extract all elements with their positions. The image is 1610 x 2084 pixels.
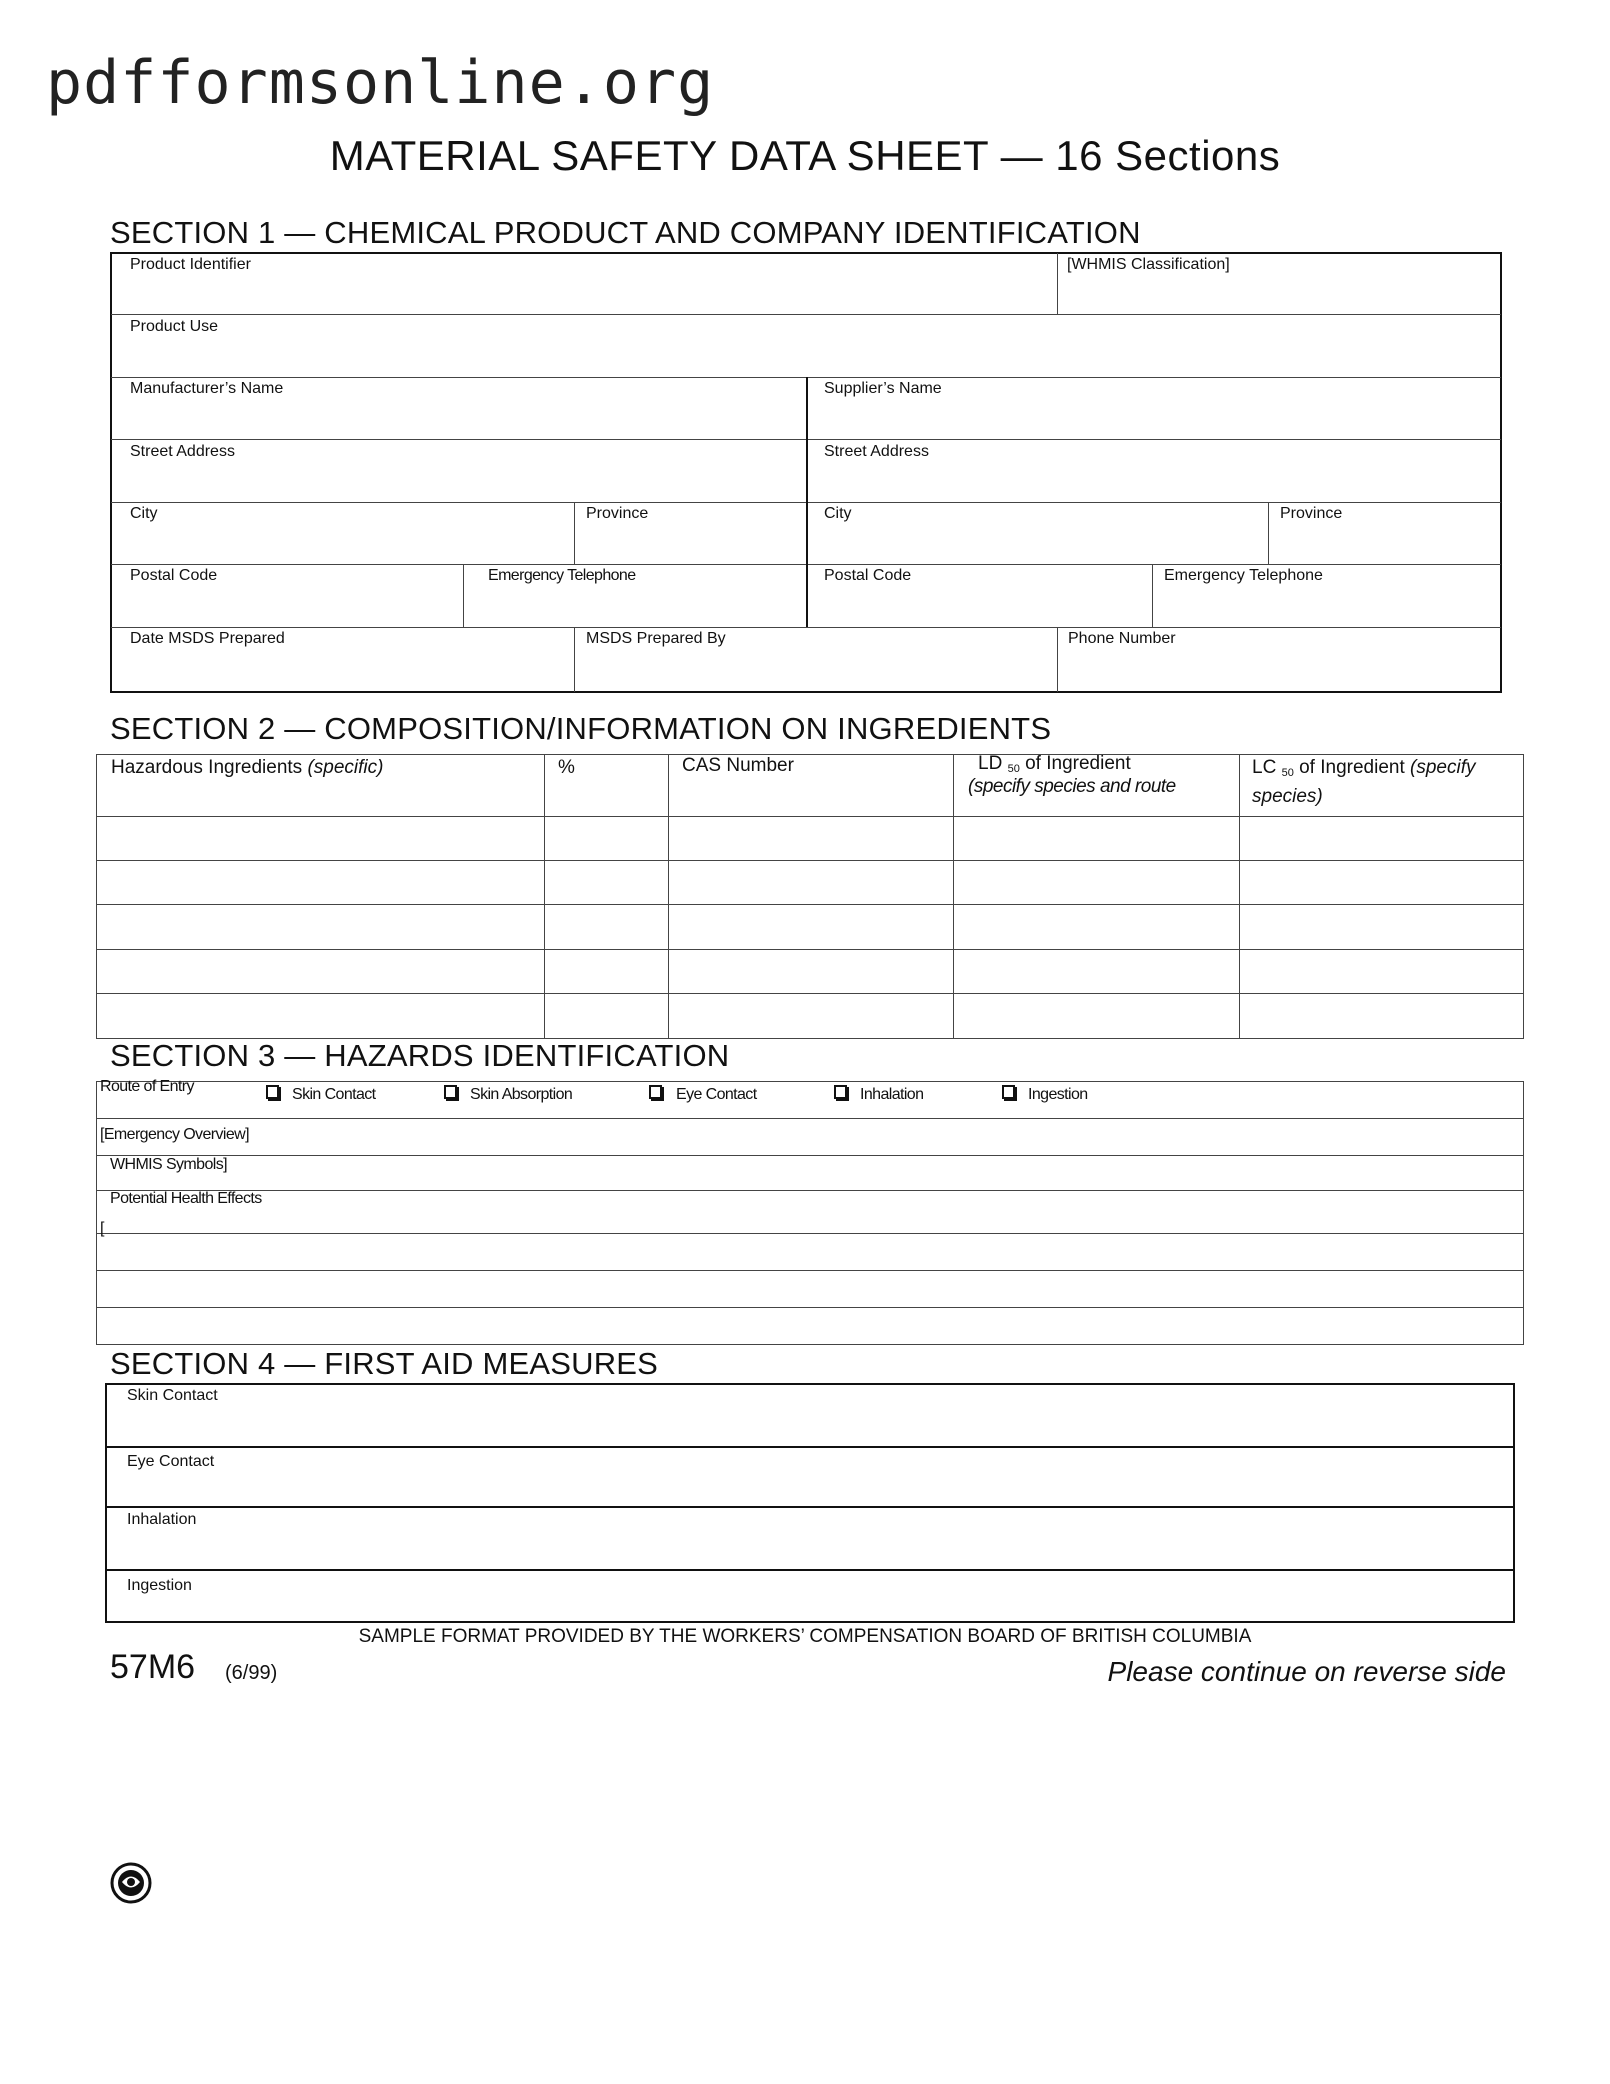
- form-number: 57M6: [110, 1648, 196, 1686]
- skin-absorption-checkbox[interactable]: [444, 1085, 457, 1099]
- bracket-mark: [: [100, 1220, 105, 1237]
- first-aid-skin-contact-field[interactable]: Skin Contact: [127, 1387, 218, 1404]
- supplier-emergency-tel-field[interactable]: Emergency Telephone: [1164, 567, 1323, 584]
- skin-contact-checkbox[interactable]: [266, 1085, 279, 1099]
- whmis-symbols-field[interactable]: WHMIS Symbols]: [110, 1156, 227, 1173]
- manufacturer-name-field[interactable]: Manufacturer’s Name: [130, 380, 284, 397]
- ingestion-checkbox[interactable]: [1002, 1085, 1015, 1099]
- eye-contact-checkbox[interactable]: [649, 1085, 662, 1099]
- first-aid-ingestion-field[interactable]: Ingestion: [127, 1577, 192, 1594]
- first-aid-eye-contact-field[interactable]: Eye Contact: [127, 1453, 215, 1470]
- supplier-name-field[interactable]: Supplier’s Name: [824, 380, 942, 397]
- inhalation-checkbox[interactable]: [834, 1085, 847, 1099]
- product-use-field[interactable]: Product Use: [130, 318, 219, 335]
- col-lc50-note: species): [1252, 786, 1323, 807]
- manufacturer-street-field[interactable]: Street Address: [130, 443, 235, 460]
- supplier-street-field[interactable]: Street Address: [824, 443, 929, 460]
- form-date: (6/99): [225, 1662, 278, 1684]
- ingestion-label: Ingestion: [1028, 1086, 1088, 1103]
- col-cas-number: CAS Number: [682, 755, 794, 776]
- product-identifier-field[interactable]: Product Identifier: [130, 256, 251, 273]
- section-3-title: SECTION 3 — HAZARDS IDENTIFICATION: [110, 1038, 730, 1073]
- whmis-classification-field[interactable]: [WHMIS Classification]: [1067, 256, 1230, 273]
- manufacturer-province-field[interactable]: Province: [586, 505, 649, 522]
- section-2-title: SECTION 2 — COMPOSITION/INFORMATION ON INGREDIENTS: [110, 711, 1052, 746]
- skin-absorption-label: Skin Absorption: [470, 1086, 573, 1103]
- manufacturer-postal-field[interactable]: Postal Code: [130, 567, 218, 584]
- emergency-overview-field[interactable]: [Emergency Overview]: [100, 1126, 249, 1143]
- first-aid-box: [105, 1383, 1515, 1623]
- eye-contact-label: Eye Contact: [676, 1086, 757, 1103]
- manufacturer-emergency-tel-field[interactable]: Emergency Telephone: [488, 567, 636, 584]
- supplier-city-field[interactable]: City: [824, 505, 852, 522]
- sample-format-note: SAMPLE FORMAT PROVIDED BY THE WORKERS’ COMPENSATION BOARD OF BRITISH COLUMBIA: [358, 1626, 1252, 1647]
- route-of-entry-label: Route of Entry: [100, 1078, 194, 1095]
- continue-note: Please continue on reverse side: [1107, 1656, 1506, 1687]
- supplier-postal-field[interactable]: Postal Code: [824, 567, 912, 584]
- section-4-title: SECTION 4 — FIRST AID MEASURES: [110, 1346, 659, 1381]
- supplier-province-field[interactable]: Province: [1280, 505, 1343, 522]
- col-percent: %: [558, 757, 575, 778]
- inhalation-label: Inhalation: [860, 1086, 924, 1103]
- date-prepared-field[interactable]: Date MSDS Prepared: [130, 630, 285, 647]
- col-ld50: LD $_{50}$ of Ingredient: [978, 753, 1131, 775]
- page-title: MATERIAL SAFETY DATA SHEET — 16 Sections: [329, 132, 1281, 179]
- prepared-by-field[interactable]: MSDS Prepared By: [586, 630, 726, 647]
- phone-number-field[interactable]: Phone Number: [1068, 630, 1176, 647]
- union-bug-logo: [110, 1862, 152, 1904]
- col-hazardous-ingredients: Hazardous Ingredients (specific): [111, 757, 384, 778]
- manufacturer-city-field[interactable]: City: [130, 505, 158, 522]
- col-lc50: LC $_{50}$ of Ingredient (specify: [1252, 757, 1476, 779]
- col-ld50-note: (specify species and route: [968, 776, 1176, 797]
- hazards-box: [96, 1081, 1524, 1345]
- first-aid-inhalation-field[interactable]: Inhalation: [127, 1511, 197, 1528]
- skin-contact-label: Skin Contact: [292, 1086, 376, 1103]
- section-1-title: SECTION 1 — CHEMICAL PRODUCT AND COMPANY IDENTIFICATION: [110, 215, 1141, 250]
- potential-health-effects-field[interactable]: Potential Health Effects: [110, 1190, 262, 1207]
- site-watermark: pdfformsonline.org: [46, 48, 715, 118]
